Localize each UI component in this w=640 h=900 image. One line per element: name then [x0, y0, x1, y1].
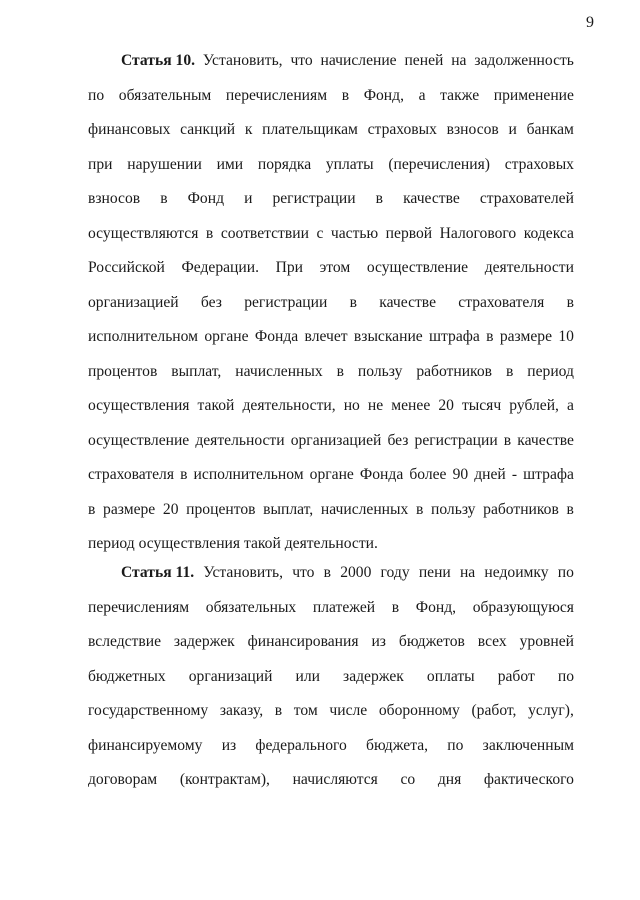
word: перечислениям: [225, 86, 328, 104]
word: дней: [474, 466, 506, 483]
word: недоимку: [484, 564, 549, 581]
word: менее: [391, 397, 431, 414]
word: без: [200, 293, 222, 311]
word: в: [486, 328, 494, 345]
word: работников: [416, 362, 493, 380]
word: исполнительном: [88, 328, 199, 345]
word: органе: [204, 328, 249, 345]
word: задолженность: [474, 52, 574, 69]
word: платежей: [312, 598, 376, 616]
word: дня: [437, 771, 462, 788]
word: в: [391, 598, 400, 616]
word: оплаты: [426, 667, 475, 685]
word: услуг),: [528, 702, 574, 719]
word: бюджета,: [366, 736, 429, 754]
word: по: [88, 86, 105, 104]
word: в: [205, 224, 214, 242]
word: Установить,: [202, 52, 283, 69]
word: -: [511, 466, 518, 483]
word: регистрации: [272, 190, 356, 207]
word: пеней: [404, 52, 444, 69]
article-10-line: [88, 493, 574, 528]
article-10-line: [88, 182, 574, 217]
word: в: [160, 190, 168, 207]
word: органе: [309, 466, 354, 483]
word: и: [508, 121, 517, 138]
word: качестве: [379, 293, 436, 311]
word: страховых: [367, 121, 437, 138]
word: начисленных: [320, 500, 409, 518]
word: финансируемому: [88, 736, 203, 754]
word: что: [292, 564, 315, 581]
word: (контрактам),: [179, 771, 270, 788]
word: обязательным: [118, 86, 212, 104]
word: на: [451, 52, 467, 69]
article-10-line: [88, 389, 574, 424]
word: а: [418, 86, 426, 104]
word: фактического: [483, 771, 574, 788]
word: первой: [385, 224, 433, 242]
article-10-heading: Статья 10.: [121, 52, 196, 69]
word: финансовых: [88, 121, 171, 138]
word: в: [349, 293, 357, 311]
word: организацией: [290, 431, 382, 449]
word: на: [459, 564, 476, 581]
word: и: [244, 190, 253, 207]
word: начисленных: [235, 362, 323, 380]
word: такой: [197, 397, 235, 414]
article-10: [88, 44, 574, 562]
word: из: [221, 736, 237, 754]
word: (работ,: [471, 702, 517, 719]
word: 10: [558, 328, 574, 345]
word: осуществление: [88, 431, 190, 449]
word: финансирования: [247, 633, 359, 650]
word: размере: [499, 328, 553, 345]
word: без: [387, 431, 409, 449]
word: частью: [330, 224, 379, 242]
word: регистрации: [244, 293, 328, 311]
word: году: [380, 564, 410, 581]
word: 20: [438, 397, 454, 414]
word: по: [557, 667, 574, 685]
word: работ: [497, 667, 535, 685]
word: Фонда: [254, 328, 299, 345]
word: вследствие: [88, 633, 161, 650]
word: ими: [216, 155, 244, 173]
word: Фонд,: [415, 598, 457, 616]
word: качестве: [517, 431, 574, 449]
word: осуществления: [88, 397, 190, 414]
word: к: [244, 121, 253, 138]
word: в: [88, 500, 96, 518]
word: страхователя: [458, 293, 545, 311]
word: порядка: [257, 155, 312, 173]
word: деятельности: [195, 431, 285, 449]
word: в: [503, 431, 512, 449]
word: Налогового: [439, 224, 517, 242]
word: бюджетов: [398, 633, 465, 650]
article-11-line: [88, 591, 574, 626]
word: 90: [452, 466, 469, 483]
word: Фонд: [187, 190, 225, 207]
word: но: [343, 397, 360, 414]
word: пени: [418, 564, 451, 581]
article-10-line: [88, 44, 574, 79]
word: задержек: [343, 667, 404, 685]
article-11-line: [88, 763, 574, 798]
word: начисляются: [292, 771, 378, 788]
word: качестве: [403, 190, 460, 207]
word: уровней: [519, 633, 574, 650]
word: по: [557, 564, 574, 581]
article-10-line: [88, 79, 574, 114]
word: страхователей: [479, 190, 574, 207]
word: Федерации.: [181, 259, 259, 276]
word: федерального: [255, 736, 347, 754]
word: при: [88, 155, 113, 173]
word: в: [341, 86, 350, 104]
word: санкций: [180, 121, 236, 138]
article-10-line: [88, 424, 574, 459]
word: применение: [493, 86, 574, 104]
word: деятельности,: [242, 397, 336, 414]
word: пользу: [431, 500, 476, 518]
word: более: [409, 466, 447, 483]
article-11-line: [88, 729, 574, 764]
word: работников: [483, 500, 559, 518]
word: регистрации: [414, 431, 498, 449]
word: (перечисления): [388, 155, 490, 173]
word: в: [415, 500, 424, 518]
article-10-line: [88, 320, 574, 355]
word: При: [275, 259, 303, 276]
word: задержек: [173, 633, 235, 650]
word: страховых: [504, 155, 574, 173]
word: заказу,: [219, 702, 264, 719]
word: перечислениям: [88, 598, 190, 616]
word: банкам: [526, 121, 574, 138]
word: что: [290, 52, 313, 69]
word: организаций: [188, 667, 273, 685]
word: рублей,: [509, 397, 559, 414]
article-11-line: [88, 694, 574, 729]
word: в: [505, 362, 514, 380]
word: в: [323, 564, 332, 581]
word: выплат,: [263, 500, 314, 518]
article-11-heading: Статья 11.: [121, 564, 195, 581]
article-10-line: [88, 458, 574, 493]
word: том: [293, 702, 318, 719]
word: уплаты: [325, 155, 374, 173]
article-10-line: [88, 148, 574, 183]
word: деятельности: [484, 259, 574, 276]
word: договорам: [88, 771, 158, 788]
word: 20: [162, 500, 179, 518]
word: из: [371, 633, 386, 650]
word: период: [527, 362, 574, 380]
page-number: 9: [586, 14, 594, 31]
word: Российской: [88, 259, 165, 276]
word: с: [316, 224, 324, 242]
word: размере: [103, 500, 156, 518]
word: не: [367, 397, 384, 414]
word: осуществление: [366, 259, 469, 276]
word: пользу: [357, 362, 403, 380]
word: процентов: [186, 500, 256, 518]
word: образующуюся: [472, 598, 574, 616]
word: страхователя: [88, 466, 175, 483]
word: Фонда: [359, 466, 404, 483]
article-11-line: [88, 625, 574, 660]
word: Фонд,: [363, 86, 404, 104]
article-11-line: [88, 556, 574, 591]
word: числе: [329, 702, 368, 719]
article-10-line: [88, 355, 574, 390]
word: обязательных: [205, 598, 297, 616]
word: осуществляются: [88, 224, 199, 242]
word: заключенным: [482, 736, 574, 754]
word: тысяч: [461, 397, 502, 414]
article-11-line: [88, 660, 574, 695]
article-10-line: [88, 113, 574, 148]
word: в: [336, 362, 344, 380]
word: оборонному: [378, 702, 460, 719]
word: процентов: [88, 362, 158, 380]
word: со: [400, 771, 416, 788]
word: кодекса: [523, 224, 574, 242]
word: нарушении: [127, 155, 202, 173]
word: взносов: [446, 121, 499, 138]
word: плательщикам: [262, 121, 358, 138]
article-10-line: [88, 217, 574, 252]
word: штрафа: [523, 466, 574, 483]
word: государственному: [88, 702, 209, 719]
word: в: [566, 293, 574, 311]
word: Установить,: [203, 564, 284, 581]
word: по: [447, 736, 464, 754]
word: исполнительном: [193, 466, 304, 483]
word: взыскание: [353, 328, 423, 345]
word: организацией: [88, 293, 179, 311]
word: в: [180, 466, 188, 483]
word: штрафа: [429, 328, 480, 345]
article-10-line: [88, 251, 574, 286]
word: 2000: [340, 564, 372, 581]
article-10-line: [88, 286, 574, 321]
word: в: [375, 190, 384, 207]
word: бюджетных: [88, 667, 166, 685]
word: в: [566, 500, 574, 518]
word: этом: [319, 259, 351, 276]
word: соответствии: [220, 224, 309, 242]
word: начисление: [320, 52, 397, 69]
word: взносов: [88, 190, 141, 207]
word: влечет: [304, 328, 348, 345]
word: или: [295, 667, 320, 685]
word: всех: [477, 633, 507, 650]
word: период осуществления такой деятельности.: [88, 535, 378, 552]
word: а: [567, 397, 574, 414]
article-11: [88, 556, 574, 798]
word: также: [440, 86, 480, 104]
word: выплат,: [171, 362, 222, 380]
word: в: [274, 702, 283, 719]
